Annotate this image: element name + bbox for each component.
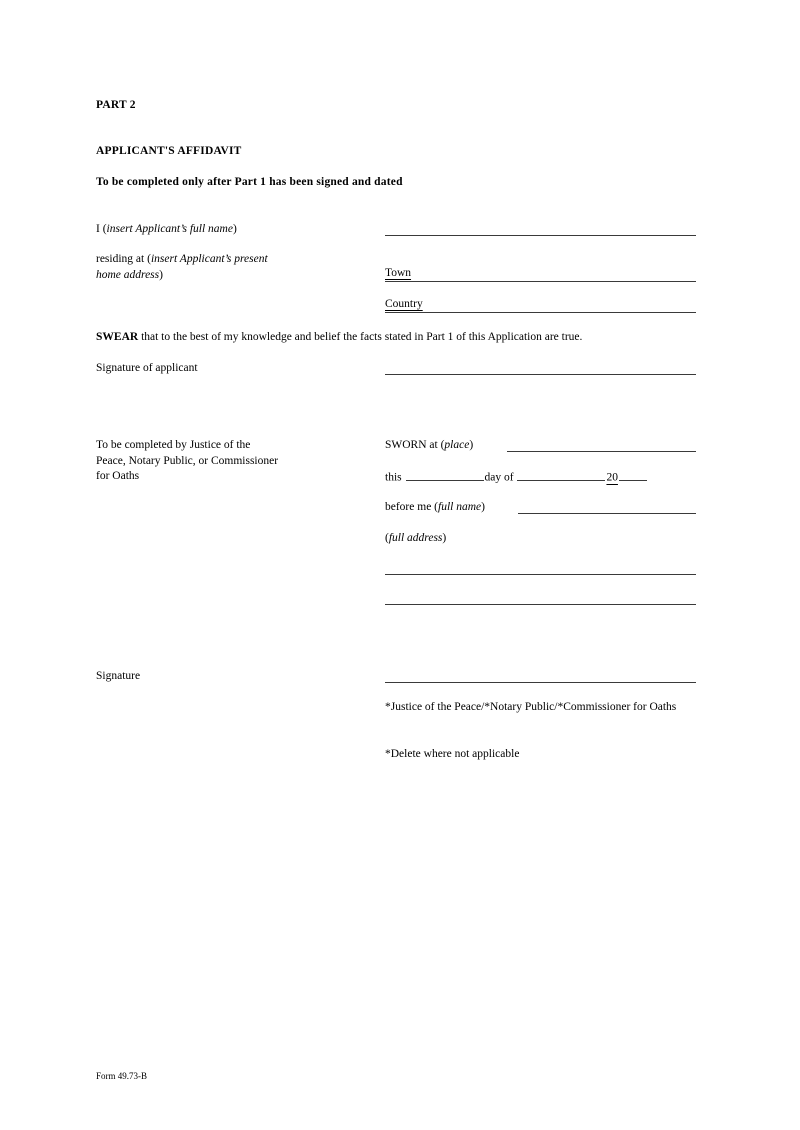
day-of-label: day of bbox=[484, 471, 514, 484]
before-me-italic: full name bbox=[438, 501, 482, 513]
full-address-field-line2[interactable] bbox=[385, 604, 696, 605]
month-field[interactable] bbox=[517, 469, 605, 481]
sworn-at-row bbox=[385, 438, 473, 454]
full-address-italic: full address bbox=[388, 532, 443, 544]
official-instruction bbox=[96, 438, 336, 485]
country-row bbox=[385, 297, 423, 313]
capacity-note bbox=[385, 700, 700, 716]
delete-note: *Delete where not applicable bbox=[385, 748, 520, 760]
year-prefix: 20 bbox=[606, 471, 618, 484]
town-row bbox=[385, 266, 411, 282]
before-me-prefix: before me ( bbox=[385, 501, 438, 513]
before-me-suffix: ) bbox=[481, 501, 485, 513]
town-label: Town bbox=[385, 267, 412, 279]
capacity-note-line1: *Justice of the Peace/*Notary Public/*Commissioner for bbox=[385, 701, 647, 713]
capacity-note-line2: Oaths bbox=[649, 701, 677, 713]
applicant-name-label-italic: insert Applicant’s full name bbox=[106, 223, 233, 235]
part-heading: PART 2 bbox=[96, 99, 136, 111]
residing-at-italic-line2: home address bbox=[96, 268, 160, 281]
swear-statement-text: that to the best of my knowledge and belief the facts stated in Part 1 of this Application are true. bbox=[138, 331, 583, 343]
full-address-close-paren: ) bbox=[442, 532, 447, 544]
sworn-at-prefix: SWORN at ( bbox=[385, 439, 445, 451]
sworn-at-italic: place bbox=[444, 439, 470, 451]
this-label: this bbox=[385, 471, 402, 484]
official-instruction-line2: Peace, Notary Public, or Commissioner bbox=[96, 454, 279, 467]
applicant-name-field[interactable] bbox=[385, 235, 696, 236]
residing-at-prefix: residing at ( bbox=[96, 253, 151, 265]
applicant-name-label-prefix: I ( bbox=[96, 223, 107, 235]
official-instruction-line1: To be completed by Justice of the bbox=[96, 439, 251, 451]
full-address-label bbox=[385, 531, 446, 547]
residing-at-label bbox=[96, 252, 336, 283]
full-address-field-line1[interactable] bbox=[385, 574, 696, 575]
sworn-at-suffix: ) bbox=[469, 439, 474, 451]
subtitle-instruction: To be completed only after Part 1 has been signed and dated bbox=[96, 176, 403, 188]
year-field[interactable] bbox=[619, 469, 647, 481]
official-signature-field[interactable] bbox=[385, 682, 696, 683]
residing-at-italic-line1: insert Applicant’s present bbox=[150, 253, 268, 265]
swear-statement bbox=[96, 330, 582, 346]
official-signature-label: Signature bbox=[96, 670, 141, 682]
day-field[interactable] bbox=[406, 469, 484, 481]
town-field[interactable] bbox=[385, 281, 696, 282]
sworn-at-place-field[interactable] bbox=[507, 451, 696, 452]
before-me-name-field[interactable] bbox=[518, 513, 696, 514]
full-address-open-paren: ( bbox=[385, 532, 389, 544]
form-number-footer: Form 49.73-B bbox=[96, 1071, 148, 1081]
before-me-row bbox=[385, 500, 485, 516]
official-instruction-line3: for Oaths bbox=[96, 470, 140, 482]
applicant-signature-field[interactable] bbox=[385, 374, 696, 375]
swear-keyword: SWEAR bbox=[96, 331, 139, 343]
country-label: Country bbox=[385, 298, 423, 310]
residing-at-suffix: ) bbox=[159, 268, 163, 281]
applicant-signature-label: Signature of applicant bbox=[96, 362, 198, 374]
applicant-name-label bbox=[96, 222, 237, 238]
sworn-date-row bbox=[385, 469, 648, 486]
page-title: APPLICANT'S AFFIDAVIT bbox=[96, 145, 242, 157]
country-field[interactable] bbox=[385, 312, 696, 313]
applicant-name-label-suffix: ) bbox=[232, 223, 237, 235]
